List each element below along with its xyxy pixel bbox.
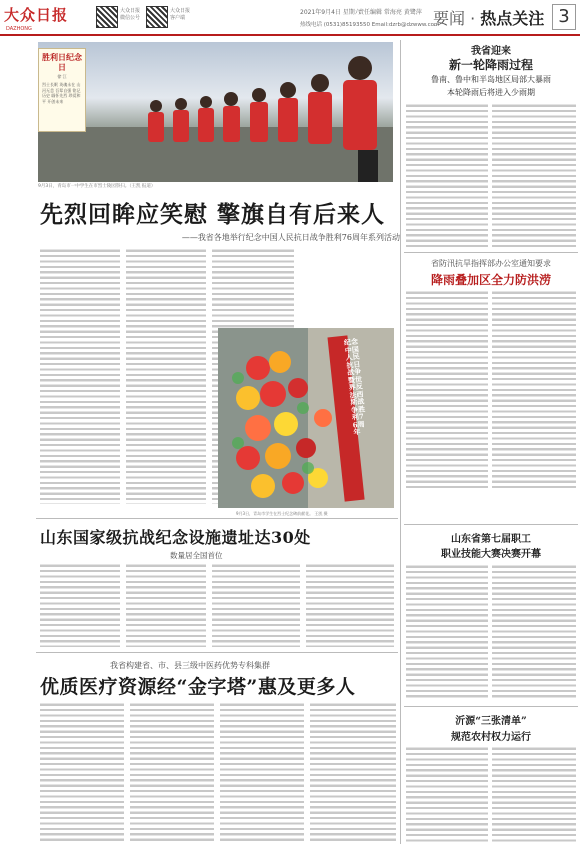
editors: 责任编辑 常海亮 黄鹭萍 (358, 9, 422, 16)
r3-title1: 山东省第七届职工 (451, 534, 531, 545)
article-column (406, 103, 488, 247)
article-column (406, 564, 488, 700)
article-column (492, 746, 576, 842)
main-photo (38, 42, 393, 182)
article-column (220, 702, 304, 842)
article-column (492, 564, 576, 700)
article-column (306, 563, 394, 647)
article3-kicker: 我省构建省、市、县三级中医药优势专科集群 (110, 661, 270, 670)
section-title: 要闻 · 热点关注 (433, 9, 545, 28)
article-column (406, 746, 488, 842)
poem-text: 烈士长眠 英魂永在 山河无恙 吾辈自强 铭记历史 缅怀先烈 珍爱和平 开创未来 (42, 82, 81, 104)
article-column (40, 248, 120, 504)
article-column (492, 103, 576, 247)
divider (404, 706, 578, 707)
ribbon-text: 纪念中国人民抗日战争暨世界反法西斯战争胜利76周年 (343, 336, 366, 437)
r1-title-top: 我省迎来 (471, 46, 511, 57)
newspaper-logo: 大众日报 (4, 6, 69, 24)
article-column (126, 563, 206, 647)
hotline: 热线电话 (0531)85193550 Email:dzrb@dzwww.com (300, 22, 440, 28)
article-column (310, 702, 396, 842)
r1-sub1: 鲁南、鲁中和半岛地区局部大暴雨 (431, 75, 551, 84)
date: 2021年9月4日 星期六 (300, 9, 361, 16)
flower-caption: 9月3日，青岛市学生在烈士纪念碑前献花。 王凯 摄 (236, 511, 328, 516)
poem-author: 徐 江 (57, 74, 67, 79)
article-column (130, 702, 214, 842)
students-photo (38, 42, 393, 182)
article-column (212, 563, 300, 647)
photo-caption: 9月3日，青岛市一中学生在市烈士陵园祭扫。（王凯 报道） (38, 184, 156, 189)
column-divider (400, 40, 401, 844)
qr1-label: 大众日报 微信公号 (120, 8, 141, 21)
article2-headline: 山东国家级抗战纪念设施遗址达30处 (40, 528, 311, 547)
qr2-label: 大众日报 客户端 (170, 8, 191, 21)
poem-title: 胜利日纪念日 (42, 52, 82, 72)
page-number: 3 (552, 4, 576, 30)
article3-headline: 优质医疗资源经“金字塔”惠及更多人 (40, 676, 356, 698)
article-column (492, 290, 576, 490)
r1-title: 新一轮降雨过程 (448, 58, 533, 72)
r1-sub2: 本轮降雨后将进入少雨期 (447, 88, 535, 97)
r2-title: 降雨叠加区全力防洪涝 (430, 273, 551, 287)
divider (404, 524, 578, 525)
r4-title2: 规范农村权力运行 (451, 732, 531, 743)
article-column (126, 248, 206, 504)
divider (36, 652, 398, 653)
r4-title1: 沂源“三张清单” (455, 716, 527, 727)
r2-kicker: 省防汛抗旱指挥部办公室通知要求 (431, 259, 551, 268)
lead-subtitle: ——我省各地举行纪念中国人民抗日战争胜利76周年系列活动 (181, 233, 400, 242)
divider (404, 252, 578, 253)
article-column (40, 702, 124, 842)
r3-title2: 职业技能大赛决赛开幕 (441, 549, 541, 560)
article2-subtitle: 数量居全国首位 (170, 551, 223, 560)
qr-code-icon (96, 6, 118, 28)
lead-headline: 先烈回眸应笑慰 擎旗自有后来人 (40, 201, 386, 228)
qr-code-icon (146, 6, 168, 28)
divider (36, 518, 398, 519)
article-column (40, 563, 120, 647)
article-column (406, 290, 488, 490)
logo-sub: DAZHONG (6, 26, 32, 32)
